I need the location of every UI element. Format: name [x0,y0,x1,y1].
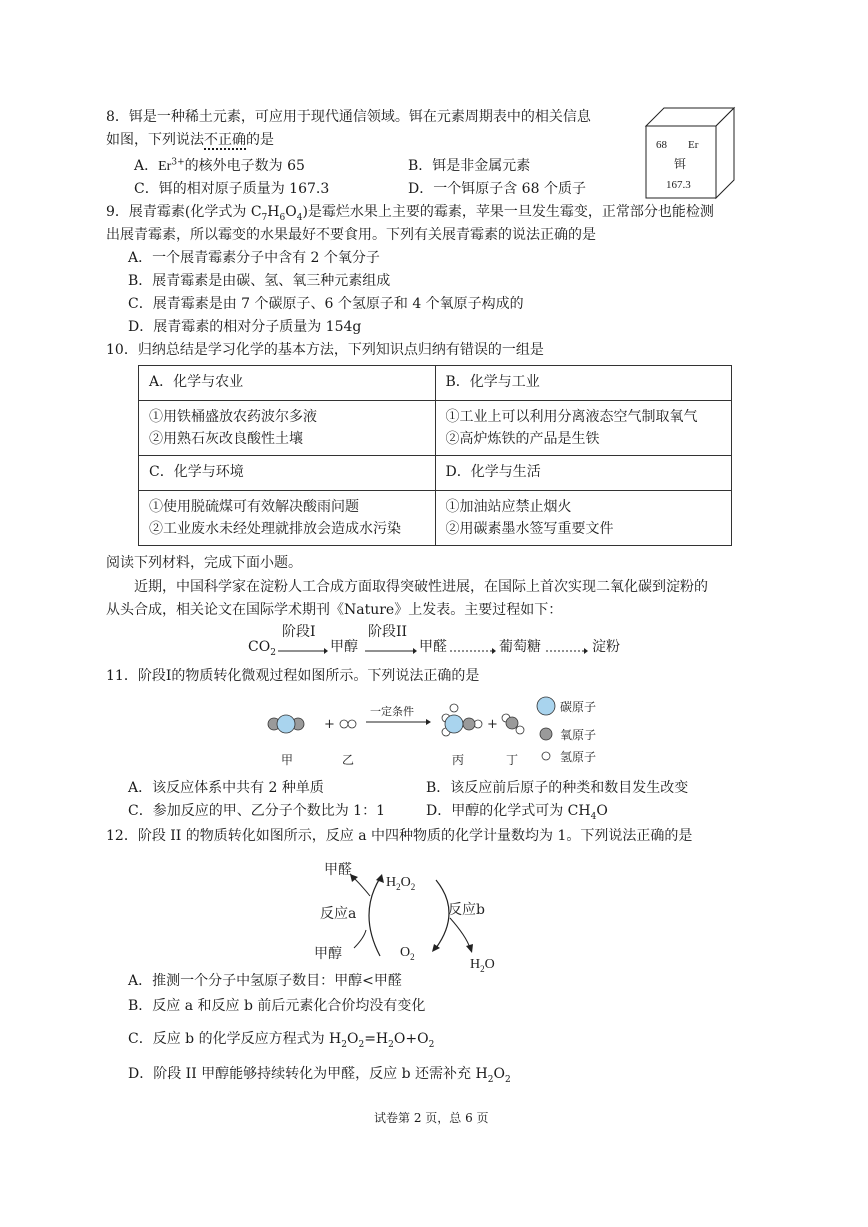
table-b-item-1: ①工业上可以利用分离液态空气制取氧气 [445,409,698,425]
q9-option-b: B．展青霉素是由碳、氢、氧三种元素组成 [128,273,391,289]
flow-stage2-label: 阶段II [368,624,408,640]
q8-stem-emphasis: 不正确 [204,132,246,148]
q8-option-a-prefix: A． [134,158,159,174]
page-footer: 试卷第 2 页，总 6 页 [374,1111,489,1125]
q11-option-d-o: O [596,803,608,819]
q8-stem-line1: 8．铒是一种稀土元素，可应用于现代通信领域。铒在元素周期表中的相关信息 [106,109,591,125]
table-a-title: A．化学与农业 [139,366,436,401]
q12-option-d: D．阶段 II 甲醇能够持续转化为甲醛，反应 b 还需补充 $H_2O_2$ [128,1066,511,1085]
legend-carbon: 碳原子 [560,700,597,714]
table-a-items [139,401,436,456]
q9-option-d: D．展青霉素的相对分子质量为 154g [128,319,362,335]
label-ding: 丁 [506,753,519,767]
flow-arrow-1 [278,646,328,656]
label-bing: 丙 [452,753,465,767]
table-d-items [435,491,732,546]
q12-option-c-text: C．反应 b 的化学反应方程式为 H [128,1031,342,1047]
q9-stem-b: H [267,204,280,220]
legend-hydrogen: 氢原子 [560,750,597,764]
cycle-h2o2: $H_2O_2$ [386,875,416,892]
table-a-item-1: ①用铁桶盛放农药波尔多液 [149,409,317,425]
element-name: 铒 [674,157,687,171]
table-b-title: B．化学与工业 [435,366,732,401]
q11-option-d [426,801,608,821]
q9-stem-a: 9．展青霉素(化学式为 C [106,204,262,220]
q11-option-b: B．该反应前后原子的种类和数目发生改变 [426,780,689,796]
q9-sub-c: 7 [261,212,268,223]
table-c-item-2: ②工业废水未经处理就排放会造成水污染 [149,521,401,537]
cycle-o2: $O_2$ [400,945,415,962]
table-d-item-1: ①加油站应禁止烟火 [445,499,572,515]
q11-option-c: C．参加反应的甲、乙分子个数比为 1：1 [128,803,385,819]
flow-arrow-3 [450,646,496,656]
reading-para-line2: 从头合成，相关论文在国际学术期刊《Nature》上发表。主要过程如下： [106,602,563,618]
q8-stem-part3: 的是 [246,132,274,148]
molecule-yi [340,720,356,728]
q12-option-a: A．推测一个分子中氢原子数目：甲醇<甲醛 [128,973,402,989]
reading-para-line1: 近期，中国科学家在淀粉人工合成方面取得突破性进展，在国际上首次实现二氧化碳到淀粉的 [134,579,708,595]
table-c-item-1: ①使用脱硫煤可有效解决酸雨问题 [149,499,359,515]
knowledge-table [138,365,732,546]
label-jia: 甲 [281,753,294,767]
flow-co2: $CO_2$ [248,639,276,658]
flow-starch: 淀粉 [592,639,620,655]
q8-stem-line2 [106,130,274,150]
reading-intro: 阅读下列材料，完成下面小题。 [106,555,302,571]
label-yi: 乙 [342,753,355,767]
flow-arrow-2 [365,646,417,656]
table-b-items [435,401,732,456]
q9-sub-h: 6 [279,212,286,223]
element-mass: 167.3 [666,179,691,191]
q8-option-a-ion: Er [158,159,172,174]
q9-stem-d: )是霉烂水果上主要的霉素，苹果一旦发生霉变，正常部分也能检测 [302,204,714,220]
table-c-title: C．化学与环境 [139,456,436,491]
q9-option-c: C．展青霉素是由 7 个碳原子、6 个氢原子和 4 个氧原子构成的 [128,296,524,312]
molecule-ding [502,714,524,734]
cycle-reaction-b: 反应b [448,902,485,918]
flow-arrow-4 [546,646,588,656]
q9-sub-o: 4 [296,212,303,223]
q11-stem: 11．阶段I的物质转化微观过程如图所示。下列说法正确的是 [106,668,480,684]
q11-option-d-text: D．甲醇的化学式可为 CH [426,803,591,819]
q8-stem-part1: 如图，下列说法 [106,132,204,148]
q11-option-a: A．该反应体系中共有 2 种单质 [128,780,324,796]
q8-option-c: C．铒的相对原子质量为 167.3 [134,181,330,197]
q11-option-d-sub: 4 [590,811,597,822]
molecule-jia [268,715,304,733]
cycle-reaction-a: 反应a [320,906,357,922]
q12-option-b: B．反应 a 和反应 b 前后元素化合价均没有变化 [128,998,426,1014]
element-symbol: Er [688,139,699,151]
flow-stage1-label: 阶段I [282,624,316,640]
table-a-item-2: ②用熟石灰改良酸性土壤 [149,431,303,447]
plus-1: + [324,717,335,732]
table-b-item-2: ②高炉炼铁的产品是生铁 [445,431,600,447]
q10-stem: 10．归纳总结是学习化学的基本方法，下列知识点归纳有错误的一组是 [106,342,544,358]
q12-stem: 12．阶段 II 的物质转化如图所示，反应 a 中四种物质的化学计量数均为 1。下列说法正确的是 [106,828,693,844]
atom-legend [537,697,596,764]
cycle-methanol: 甲醇 [314,946,342,962]
process-flow [248,622,638,660]
cycle-formaldehyde: 甲醛 [324,862,352,878]
flow-glucose: 葡萄糖 [499,639,541,655]
flow-formaldehyde: 甲醛 [419,639,447,655]
q12-cycle-diagram [310,856,530,972]
q11-micro-diagram [262,694,622,770]
element-number: 68 [656,139,667,151]
cycle-h2o: $H_2O$ [470,957,495,972]
table-c-items [139,491,436,546]
plus-2: + [487,717,498,732]
q8-option-d: D．一个铒原子含 68 个质子 [408,181,586,197]
q8-option-a-charge: 3+ [171,157,185,168]
molecule-bing [442,704,482,736]
table-d-item-2: ②用碳素墨水签写重要文件 [445,521,614,537]
q8-option-a [134,156,305,177]
q12-option-c: C．反应 b 的化学反应方程式为 $H_2O_2=H_2O+O_2$ [128,1031,435,1050]
q12-option-d-text: D．阶段 II 甲醇能够持续转化为甲醛，反应 b 还需补充 H [128,1066,488,1082]
flow-methanol: 甲醇 [330,639,358,655]
element-box [642,104,738,200]
q8-option-b: B．铒是非金属元素 [408,158,531,174]
reaction-condition: 一定条件 [370,705,414,718]
q8-option-a-text: 的核外电子数为 65 [184,158,305,174]
q9-stem-line2: 出展青霉素，所以霉变的水果最好不要食用。下列有关展青霉素的说法正确的是 [106,227,596,243]
legend-oxygen: 氧原子 [560,728,597,742]
q9-option-a: A．一个展青霉素分子中含有 2 个氧分子 [128,250,380,266]
q9-stem-c: O [285,204,297,220]
table-d-title: D．化学与生活 [435,456,732,491]
q9-stem-line1 [106,202,714,222]
